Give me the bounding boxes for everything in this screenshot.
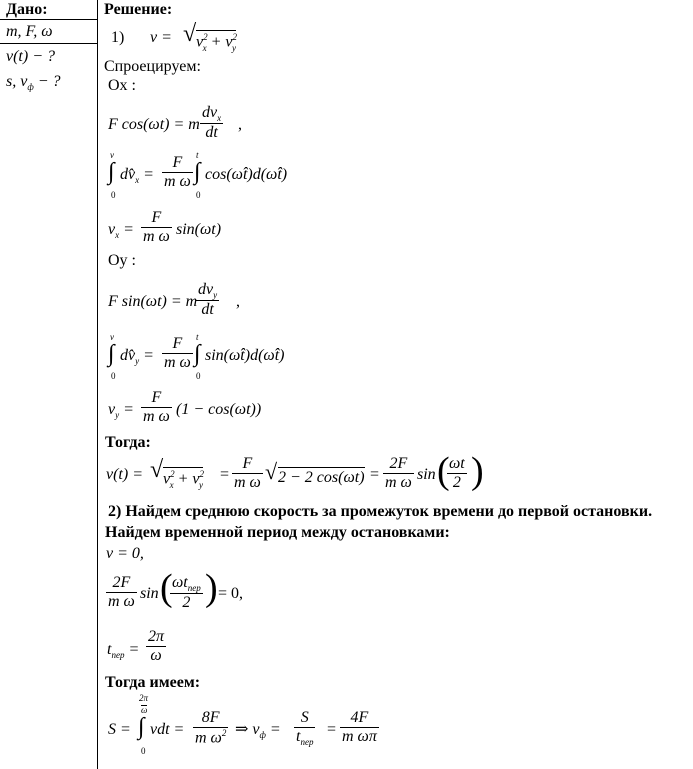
s-int-sign: ∫	[138, 714, 145, 740]
oy-force-eq: F sin(ωt) = m	[108, 293, 198, 310]
ox-int1-lower: 0	[111, 190, 116, 200]
vy-fraction: F m ω	[143, 389, 170, 425]
tper-lhs: $t_{пер}$ =	[107, 641, 140, 661]
tper-fraction: 2π ω	[148, 628, 165, 664]
find-velocity: v(t) − ?	[6, 48, 55, 65]
ox-int2-lower: 0	[196, 190, 201, 200]
step1-number: 1)	[111, 29, 125, 46]
vy-bracket: (1 − cos(ωt))	[176, 401, 262, 418]
given-rule	[0, 43, 97, 44]
ox-force-eq: F cos(ωt) = m	[108, 116, 200, 133]
project-label: Спроецируем:	[104, 58, 201, 75]
ox-int1-sign: ∫	[108, 159, 115, 185]
vx-sin: sin(ωt)	[176, 221, 222, 238]
s-lhs: S =	[108, 721, 131, 738]
stop-arg: $\omega t_{пер}$ 2	[172, 574, 201, 612]
vt-fraction1: F m ω	[234, 455, 261, 491]
vt-eq1: =	[220, 466, 230, 483]
oy-int2-upper: t	[196, 332, 199, 342]
vt-sin: sin	[417, 466, 436, 483]
ox-int1-body: $dv̂_x$ =	[120, 166, 154, 186]
vt-eq2: =	[370, 466, 380, 483]
then2-label: Тогда имеем:	[105, 674, 201, 691]
v-zero: v = 0,	[106, 545, 144, 562]
oy-int-fraction: F m ω	[164, 335, 191, 371]
s-fraction: 8F m $\omega^2$	[195, 709, 227, 747]
vt-root-body: $v^2_x + v^2_y$	[163, 469, 205, 490]
header-rule	[0, 19, 97, 20]
given-params: m, F, ω	[6, 23, 53, 40]
oy-comma: ,	[236, 293, 240, 310]
vx-result-lhs: $v_x$ =	[108, 221, 134, 241]
s-int-lower: 0	[141, 746, 146, 756]
vy-result-lhs: $v_y$ =	[108, 401, 134, 421]
ox-label: Ox :	[108, 77, 136, 94]
oy-int2-sign: ∫	[194, 341, 201, 367]
period-text: Найдем временной период между остановками:	[105, 524, 450, 541]
s-int-upper-num: 2π	[139, 693, 149, 703]
ox-int2-sign: ∫	[194, 159, 201, 185]
s-int-body: vdt =	[150, 721, 185, 738]
oy-int2-body: sin(ωt̂)d(ωt̂)	[205, 347, 285, 364]
stop-fraction: 2F m ω	[108, 574, 135, 610]
vx-fraction: F m ω	[143, 209, 170, 245]
ox-int-fraction: F m ω	[164, 154, 191, 190]
then1-label: Тогда:	[105, 434, 151, 451]
ox-int1-upper: v	[110, 150, 114, 160]
solution-title: Решение:	[104, 1, 173, 18]
vt-fraction3: ωt 2	[449, 455, 465, 491]
oy-derivative: $dv_y$ dt	[198, 281, 218, 319]
vf-eq: =	[327, 721, 337, 738]
oy-int1-upper: v	[110, 332, 114, 342]
stop-eq-zero: = 0,	[218, 585, 244, 602]
stop-lparen: (	[160, 567, 173, 609]
given-title: Дано:	[6, 1, 48, 18]
vt-rparen: )	[471, 450, 484, 492]
stop-rparen: )	[205, 567, 218, 609]
vt-root2-body: 2 − 2 cos(ωt)	[278, 469, 365, 486]
oy-label: Oy :	[108, 252, 136, 269]
vt-root-sign: √	[150, 457, 164, 483]
vf-lhs: ⇒ $v_ф$ =	[235, 721, 281, 741]
ox-int2-body: cos(ωt̂)d(ωt̂)	[205, 166, 288, 183]
find-distance-velocity: s, $v_ф$ − ?	[6, 73, 61, 93]
ox-derivative: $dv_x$ dt	[202, 104, 222, 142]
step1-v: v =	[150, 29, 172, 46]
column-divider	[97, 0, 98, 769]
vf-fraction1: S $t_{пер}$	[296, 709, 314, 748]
step1-root-body: $v^2_x + v^2_y$	[196, 32, 238, 53]
vf-fraction2: 4F m ωπ	[342, 709, 377, 745]
oy-int1-body: $dv̂_y$ =	[120, 347, 154, 367]
step2-text: 2) Найдем среднюю скорость за промежуток времени до первой остановки.	[108, 503, 653, 520]
ox-comma: ,	[238, 116, 242, 133]
step1-root-sign: √	[183, 21, 197, 47]
stop-sin: sin	[140, 585, 159, 602]
vt-root2-sign: √	[265, 459, 278, 484]
oy-int1-lower: 0	[111, 371, 116, 381]
oy-int1-sign: ∫	[108, 341, 115, 367]
s-int-upper-den: ω	[141, 705, 148, 715]
vt-lhs: v(t) =	[106, 466, 143, 483]
oy-int2-lower: 0	[196, 371, 201, 381]
vt-lparen: (	[437, 450, 450, 492]
vt-fraction2: 2F m ω	[385, 455, 412, 491]
ox-int2-upper: t	[196, 150, 199, 160]
